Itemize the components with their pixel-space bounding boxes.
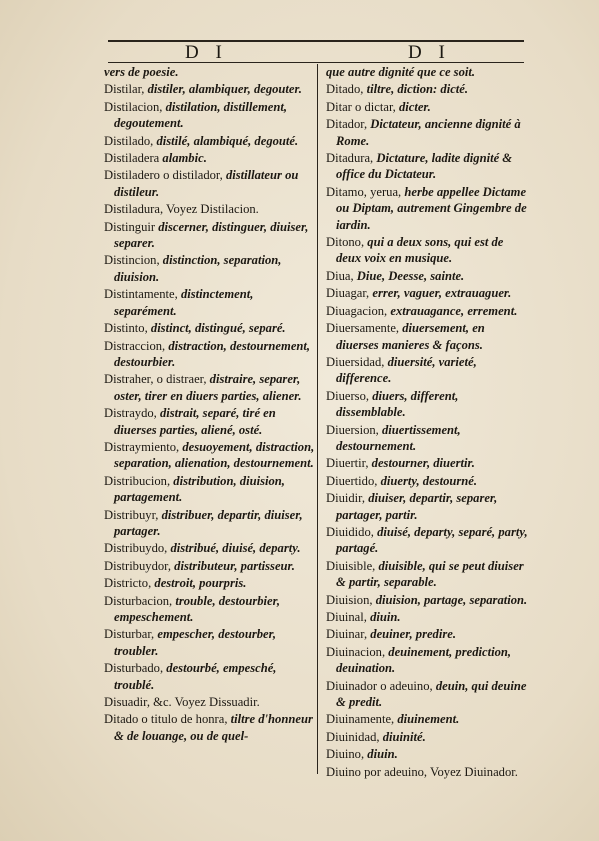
entry-headword: Ditamo, yerua, — [326, 184, 402, 199]
entry-headword: Diuertir, — [326, 456, 369, 471]
entry-translation: distributeur, partisseur. — [174, 558, 295, 573]
entry-translation: extrauagance, errement. — [390, 303, 518, 318]
entry-headword: Diuinamente, — [326, 712, 395, 727]
column-divider — [317, 64, 318, 774]
entry-headword: Diuerso, — [326, 388, 370, 403]
entry-headword: Diuinacion, — [326, 644, 386, 659]
dictionary-entry — [104, 711, 316, 744]
dictionary-entry — [104, 507, 316, 540]
entry-translation: Diue, Deesse, sainte. — [356, 268, 465, 283]
entry-translation: distribuer, departir, diuiser, partager. — [114, 507, 303, 538]
dictionary-entry — [326, 644, 530, 677]
entry-headword: Distribuyr, — [104, 507, 159, 522]
entry-translation: distribué, diuisé, departy. — [170, 541, 301, 556]
dictionary-entry — [104, 201, 316, 217]
entry-headword: Disturbado, — [104, 661, 164, 676]
entry-headword: Ditono, — [326, 235, 365, 250]
entry-translation: distinct, distingué, separé. — [150, 321, 286, 336]
entry-headword: Distilacion, — [104, 99, 163, 114]
dictionary-entry — [326, 764, 530, 780]
dictionary-entry — [104, 219, 316, 252]
dictionary-entry — [326, 388, 530, 421]
entry-headword: Ditado o titulo de honra, — [104, 712, 228, 727]
entry-translation: destourbé, empesché, troublé. — [114, 661, 277, 692]
entry-translation: diuin. — [367, 747, 398, 762]
entry-headword: Distraher, o distraer, — [104, 372, 207, 387]
entry-headword: Diuisible, — [326, 558, 376, 573]
entry-headword: Distinguir — [104, 219, 156, 234]
entry-translation: diuersement, en diuerses manieres & façons. — [336, 321, 485, 352]
entry-headword: Disturbacion, — [104, 593, 173, 608]
dictionary-entry — [104, 473, 316, 506]
entry-headword: Ditar o dictar, — [326, 99, 396, 114]
dictionary-entry — [104, 64, 316, 80]
dictionary-entry — [104, 593, 316, 626]
entry-headword: Distiladera — [104, 151, 160, 166]
dictionary-entry — [104, 439, 316, 472]
dictionary-entry — [104, 660, 316, 693]
entry-translation: deuin, qui deuine & predit. — [336, 678, 527, 710]
dictionary-entry — [326, 99, 530, 115]
dictionary-entry — [326, 592, 530, 608]
entry-translation: diuinement. — [397, 712, 460, 727]
dictionary-entry — [104, 371, 316, 404]
entry-translation: distribution, diuision, partagement. — [114, 473, 285, 505]
entry-translation: diuisible, qui se peut diuiser & partir, separable. — [336, 558, 524, 590]
dictionary-entry — [326, 234, 530, 267]
dictionary-entry — [104, 252, 316, 285]
entry-translation: diuision, partage, separation. — [375, 592, 528, 607]
entry-translation: desuoyement, distraction, separation, alienation, destournement. — [114, 439, 315, 471]
running-head-right: D I — [408, 42, 451, 63]
dictionary-entry — [326, 473, 530, 489]
entry-headword: Diuersamente, — [326, 321, 400, 336]
entry-translation: deuinement, prediction, deuination. — [336, 644, 512, 676]
entry-translation: vers de poesie. — [104, 65, 179, 79]
left-column — [104, 64, 316, 745]
entry-headword: Distraymiento, — [104, 439, 180, 454]
dictionary-entry — [104, 320, 316, 336]
entry-translation: qui a deux sons, qui est de deux voix en musique. — [336, 235, 504, 266]
entry-translation: destroit, pourpris. — [154, 576, 247, 591]
dictionary-entry — [104, 558, 316, 574]
entry-translation: Dictature, ladite dignité & office du Dictateur. — [336, 151, 513, 182]
dictionary-entry — [104, 167, 316, 200]
entry-headword: Diuagar, — [326, 286, 370, 301]
entry-translation: distinctement, separément. — [114, 287, 254, 318]
dictionary-entry — [104, 575, 316, 591]
entry-headword: Diuidir, — [326, 491, 366, 506]
entry-translation: deuiner, predire. — [370, 627, 456, 642]
entry-translation: distraire, separer, oster, tirer en diuers parties, aliener. — [114, 372, 302, 403]
dictionary-entry — [326, 678, 530, 711]
entry-translation: Dictateur, ancienne dignité à Rome. — [336, 117, 521, 148]
entry-translation: dicter. — [398, 99, 431, 114]
entry-headword: Distribuydo, — [104, 541, 168, 556]
right-column — [326, 64, 530, 781]
header-rule — [108, 40, 524, 42]
dictionary-entry — [326, 729, 530, 745]
dictionary-entry — [104, 150, 316, 166]
dictionary-entry — [326, 746, 530, 762]
entry-headword: Districto, — [104, 576, 152, 591]
entry-headword: Distiladura, Voyez Distilacion. — [104, 202, 259, 217]
dictionary-entry — [326, 524, 530, 557]
entry-headword: Ditado, — [326, 82, 364, 97]
dictionary-entry — [326, 116, 530, 149]
entry-headword: Diuagacion, — [326, 303, 388, 318]
entry-headword: Distribucion, — [104, 473, 171, 488]
entry-headword: Disuadir, &c. Voyez Dissuadir. — [104, 695, 260, 710]
entry-translation: diuers, different, dissemblable. — [336, 388, 459, 420]
entry-translation: diuiser, departir, separer, partager, partir. — [336, 491, 498, 522]
dictionary-entry — [104, 626, 316, 659]
entry-headword: Diuino, — [326, 747, 365, 762]
dictionary-entry — [326, 609, 530, 625]
entry-headword: Diuidido, — [326, 524, 374, 539]
entry-translation: empescher, destourber, troubler. — [114, 627, 276, 658]
entry-headword: Diuinador o adeuino, — [326, 678, 433, 693]
header-subrule — [108, 62, 524, 63]
entry-translation: que autre dignité que ce soit. — [326, 65, 476, 79]
entry-headword: Distilar, — [104, 82, 145, 97]
dictionary-entry — [326, 558, 530, 591]
dictionary-entry — [326, 268, 530, 284]
entry-headword: Disturbar, — [104, 627, 155, 642]
entry-translation: diuerty, destourné. — [380, 473, 478, 488]
entry-headword: Diuinar, — [326, 627, 368, 642]
entry-translation: distrait, separé, tiré en diuerses parties, aliené, osté. — [114, 406, 276, 437]
dictionary-entry — [326, 64, 530, 80]
entry-headword: Distraccion, — [104, 338, 166, 353]
entry-headword: Distincion, — [104, 253, 160, 268]
entry-translation: diuertissement, destournement. — [336, 422, 461, 453]
dictionary-entry — [326, 354, 530, 387]
entry-headword: Diuertido, — [326, 473, 378, 488]
dictionary-entry — [104, 133, 316, 149]
entry-headword: Distribuydor, — [104, 558, 172, 573]
entry-translation: distilé, alambiqué, degouté. — [156, 133, 299, 148]
dictionary-entry — [104, 405, 316, 438]
entry-translation: diuin. — [370, 610, 401, 624]
entry-headword: Diua, — [326, 268, 354, 283]
entry-translation: tiltre d'honneur & de louange, ou de quel- — [114, 712, 313, 743]
entry-translation: errer, vaguer, extrauaguer. — [372, 286, 512, 301]
entry-translation: diuinité. — [382, 729, 426, 744]
entry-translation: destourner, diuertir. — [371, 456, 475, 471]
entry-headword: Ditadura, — [326, 151, 374, 166]
entry-translation: distillateur ou distileur. — [114, 168, 299, 199]
entry-headword: Diuinal, — [326, 610, 367, 624]
dictionary-entry — [104, 338, 316, 371]
running-head-left: D I — [185, 42, 228, 63]
dictionary-entry — [104, 99, 316, 132]
entry-translation: alambic. — [162, 151, 207, 166]
entry-headword: Distintamente, — [104, 287, 178, 302]
entry-headword: Diuinidad, — [326, 729, 380, 744]
entry-headword: Distilado, — [104, 133, 154, 148]
entry-headword: Distiladero o distilador, — [104, 168, 223, 183]
dictionary-entry — [326, 81, 530, 97]
entry-headword: Distraydo, — [104, 406, 157, 421]
dictionary-entry — [326, 184, 530, 233]
entry-headword: Diuersidad, — [326, 354, 385, 369]
dictionary-entry — [326, 490, 530, 523]
dictionary-entry — [326, 455, 530, 471]
dictionary-entry — [326, 422, 530, 455]
entry-translation: distinction, separation, diuision. — [114, 253, 282, 284]
entry-headword: Diuersion, — [326, 422, 379, 437]
entry-translation: discerner, distinguer, diuiser, separer. — [114, 219, 309, 251]
entry-translation: diuisé, departy, separé, party, partagé. — [336, 524, 528, 556]
dictionary-entry — [104, 694, 316, 710]
entry-translation: herbe appellee Dictame ou Diptam, autrement Gingembre de iardin. — [336, 184, 527, 232]
dictionary-entry — [104, 81, 316, 97]
entry-translation: diuersité, varieté, difference. — [336, 354, 477, 386]
entry-translation: distraction, destournement, destourbier. — [114, 338, 311, 369]
dictionary-entry — [326, 150, 530, 183]
entry-headword: Diuision, — [326, 592, 373, 607]
entry-headword: Diuino por adeuino, Voyez Diuinador. — [326, 764, 518, 779]
entry-translation: distilation, distillement, degoutement. — [114, 99, 287, 131]
entry-headword: Distinto, — [104, 321, 148, 336]
entry-translation: distiler, alambiquer, degouter. — [147, 82, 302, 97]
entry-translation: tiltre, diction: dicté. — [366, 82, 469, 97]
dictionary-entry — [104, 540, 316, 556]
entry-headword: Ditador, — [326, 117, 368, 132]
dictionary-entry — [104, 286, 316, 319]
dictionary-entry — [326, 320, 530, 353]
entry-translation: trouble, destourbier, empeschement. — [114, 593, 280, 624]
dictionary-entry — [326, 285, 530, 301]
dictionary-entry — [326, 711, 530, 727]
dictionary-entry — [326, 626, 530, 642]
dictionary-entry — [326, 303, 530, 319]
